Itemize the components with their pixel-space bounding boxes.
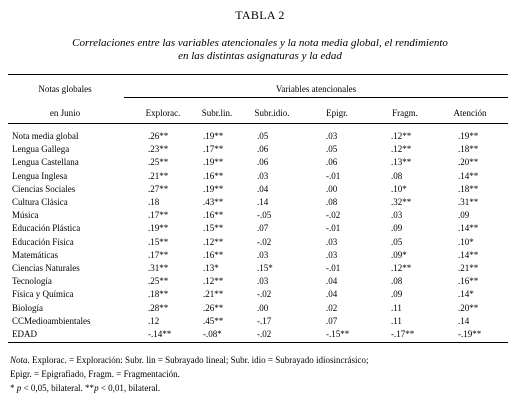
table-cell: .04	[326, 276, 338, 287]
table-cell: .17**	[148, 249, 169, 260]
row-label: Lengua Gallega	[12, 144, 70, 155]
table-cell: .13*	[203, 263, 219, 273]
row-label: Cultura Clásica	[12, 197, 68, 207]
table-cell: .03	[326, 249, 338, 260]
table-cell: -.02	[257, 289, 272, 300]
table-cell: .19**	[203, 183, 224, 194]
note-end: < 0,01, bilateral.	[98, 383, 161, 393]
table-cell: -.15**	[326, 329, 350, 339]
table-cell: .12**	[203, 276, 224, 287]
table-row	[0, 276, 520, 288]
table-row	[0, 237, 520, 249]
table-cell: .17**	[148, 210, 169, 221]
column-header: Fragm.	[392, 108, 418, 118]
table-cell: .06	[257, 157, 269, 168]
table-cell: .03	[257, 170, 269, 181]
column-header: Atención	[453, 108, 487, 118]
row-label: Tecnología	[12, 276, 52, 287]
header-rule	[8, 123, 508, 124]
table-cell: .03	[391, 210, 403, 221]
table-note-2: Epigr. = Epigrafiado, Fragm. = Fragmentación.	[10, 369, 180, 379]
row-label: Educación Física	[12, 236, 74, 247]
table-cell: -.01	[326, 170, 341, 181]
column-header: Subr.idio.	[254, 108, 290, 118]
row-label: EDAD	[12, 329, 37, 339]
table-cell: .18**	[148, 289, 169, 300]
table-cell: .06	[326, 157, 338, 168]
column-header: Explorac.	[145, 108, 181, 118]
table-cell: -.02	[326, 210, 341, 221]
table-cell: .07	[257, 223, 269, 234]
table-cell: .18	[148, 197, 160, 207]
caption-line-2: en las distintas asignaturas y la edad	[178, 50, 342, 62]
table-cell: .16**	[203, 249, 224, 260]
table-cell: -.02	[257, 329, 272, 339]
table-cell: .43**	[203, 197, 224, 207]
table-cell: .08	[326, 197, 338, 207]
table-cell: -.17	[257, 315, 272, 326]
table-cell: .12	[148, 315, 160, 326]
table-row	[0, 250, 520, 262]
table-cell: .09	[458, 210, 470, 221]
note-mid: < 0,05, bilateral. **	[21, 383, 95, 393]
table-cell: .09	[391, 289, 403, 300]
table-cell: .14**	[458, 249, 479, 260]
note-p: p	[16, 383, 22, 393]
table-cell: .05	[257, 131, 269, 141]
table-row	[0, 316, 520, 328]
table-cell: -.14**	[148, 329, 172, 339]
note-p2: p	[94, 383, 99, 393]
table-cell: .20**	[458, 302, 479, 313]
table-cell: .23**	[148, 144, 169, 155]
table-cell: .14*	[458, 289, 474, 300]
caption-line-1: Correlaciones entre las variables atencionales y la nota media global, el rendimiento	[72, 37, 448, 49]
table-cell: .28**	[148, 302, 169, 313]
table-cell: .19**	[203, 157, 224, 168]
note-star: *	[10, 383, 17, 393]
bottom-rule	[8, 342, 508, 343]
table-row	[0, 210, 520, 222]
table-row	[0, 289, 520, 301]
table-cell: .12**	[391, 131, 412, 141]
table-cell: .31**	[148, 263, 169, 273]
row-label: Ciencias Sociales	[12, 183, 76, 194]
table-caption	[20, 37, 500, 63]
table-row	[0, 171, 520, 183]
table-cell: .12**	[391, 263, 412, 273]
table-cell: .31**	[458, 197, 479, 207]
table-cell: .11	[391, 302, 402, 313]
table-cell: -.19**	[458, 329, 482, 339]
table-cell: .19**	[458, 131, 479, 141]
table-cell: -.17**	[391, 329, 415, 339]
table-cell: .07	[326, 315, 338, 326]
table-cell: .18**	[458, 183, 479, 194]
table-cell: -.01	[326, 263, 341, 273]
table-cell: .12**	[391, 144, 412, 155]
table-row	[0, 131, 520, 143]
table-cell: .08	[391, 170, 403, 181]
column-header: Subr.lin.	[201, 108, 233, 118]
spanner-rule	[124, 97, 508, 98]
row-label: Nota media global	[12, 131, 79, 141]
row-label: Educación Plástica	[12, 223, 81, 234]
table-cell: .16**	[203, 170, 224, 181]
table-cell: .02	[326, 302, 338, 313]
row-label: Física y Química	[12, 289, 74, 300]
table-cell: .00	[326, 183, 338, 194]
table-cell: .09	[391, 223, 403, 234]
table-note-3	[10, 383, 160, 393]
column-header: Epigr.	[326, 108, 348, 118]
table-row	[0, 303, 520, 315]
table-cell: .26**	[203, 302, 224, 313]
table-cell: .10*	[458, 236, 474, 247]
table-cell: .32**	[391, 197, 412, 207]
spanner-header: Variables atencionales	[275, 84, 357, 94]
row-label: Lengua Castellana	[12, 157, 79, 168]
table-cell: .04	[257, 183, 269, 194]
table-cell: .14	[257, 197, 269, 207]
stub-header-line-2: en Junio	[49, 108, 81, 118]
stub-header-line-1: Notas globales	[38, 84, 92, 94]
row-label: CCMedioambientales	[12, 315, 91, 326]
row-label: Biología	[12, 302, 43, 313]
table-cell: .13**	[391, 157, 412, 168]
table-cell: .15**	[203, 223, 224, 234]
table-cell: -.02	[257, 236, 272, 247]
note-label: Nota.	[10, 355, 30, 365]
table-row	[0, 184, 520, 196]
table-cell: .15*	[257, 263, 273, 273]
table-cell: .26**	[148, 131, 169, 141]
table-row	[0, 223, 520, 235]
table-cell: .18**	[458, 144, 479, 155]
table-cell: .25**	[148, 157, 169, 168]
table-cell: -.08*	[203, 329, 222, 339]
table-cell: .16**	[458, 276, 479, 287]
table-note-1	[10, 355, 368, 365]
table-cell: .14	[458, 315, 470, 326]
table-cell: .03	[326, 131, 338, 141]
table-cell: .25**	[148, 276, 169, 287]
table-cell: .00	[257, 302, 269, 313]
table-cell: .27**	[148, 183, 169, 194]
table-cell: .19**	[203, 131, 224, 141]
table-cell: .17**	[203, 144, 224, 155]
row-label: Matemáticas	[12, 249, 58, 260]
table-title: TABLA 2	[235, 8, 285, 22]
table-cell: .20**	[458, 157, 479, 168]
table-cell: .21**	[203, 289, 224, 300]
table-cell: -.05	[257, 210, 272, 221]
table-cell: .12**	[203, 236, 224, 247]
table-cell: .10*	[391, 183, 407, 194]
table-cell: .03	[326, 236, 338, 247]
table-cell: .19**	[148, 223, 169, 234]
table-row	[0, 263, 520, 275]
table-row	[0, 157, 520, 169]
table-cell: .14**	[458, 170, 479, 181]
row-label: Lengua Inglesa	[12, 170, 68, 181]
table-row	[0, 197, 520, 209]
table-cell: .04	[326, 289, 338, 300]
table-cell: .03	[257, 276, 269, 287]
table-cell: .09*	[391, 249, 407, 260]
table-cell: .08	[391, 276, 403, 287]
table-cell: .05	[391, 236, 403, 247]
table-cell: .21**	[148, 170, 169, 181]
table-cell: .21**	[458, 263, 479, 273]
note-text-1: Explorac. = Exploración: Subr. lin = Subrayado lineal; Subr. idio = Subrayado idiosincrásico;	[29, 355, 369, 365]
table-cell: .11	[391, 315, 402, 326]
table-cell: -.01	[326, 223, 341, 234]
table-cell: .45**	[203, 315, 224, 326]
row-label: Música	[12, 210, 39, 221]
table-cell: .03	[257, 249, 269, 260]
table-row	[0, 329, 520, 341]
table-row	[0, 144, 520, 156]
table-cell: .06	[257, 144, 269, 155]
table-cell: .05	[326, 144, 338, 155]
top-rule	[8, 74, 508, 75]
row-label: Ciencias Naturales	[12, 263, 80, 273]
table-cell: .15**	[148, 236, 169, 247]
table-cell: .16**	[203, 210, 224, 221]
table-cell: .14**	[458, 223, 479, 234]
